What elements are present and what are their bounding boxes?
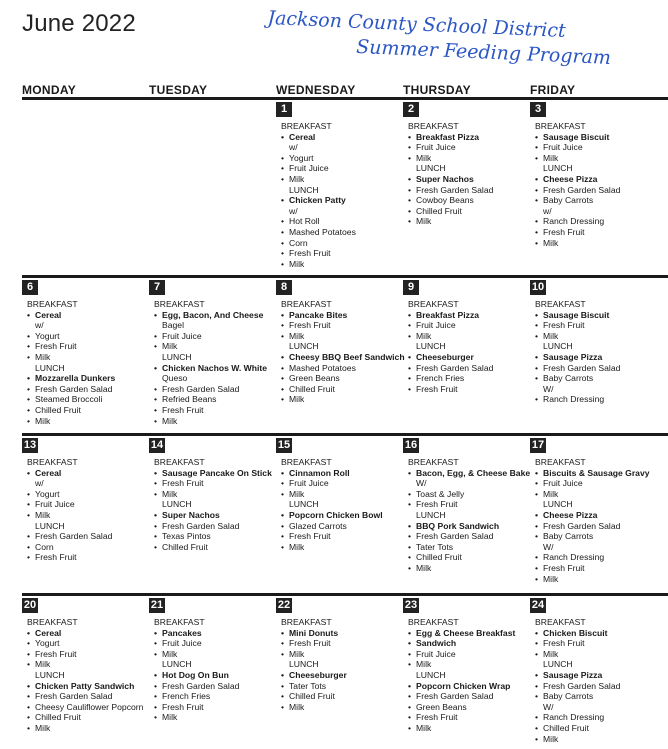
menu-item: • Milk — [160, 341, 285, 352]
menu-item: • Green Beans — [287, 373, 412, 384]
menu-item: • Fresh Fruit — [287, 531, 412, 542]
menu-item: • Corn — [33, 542, 158, 553]
meal-heading: BREAKFAST — [154, 299, 205, 309]
menu-item: w/ — [543, 205, 552, 216]
menu-item: • Milk — [541, 574, 666, 585]
menu-entree: • Chicken Biscuit — [541, 628, 666, 639]
menu-item: • Milk — [414, 659, 539, 670]
day-header-tuesday: TUESDAY — [149, 83, 208, 97]
menu-item: • Chilled Fruit — [414, 552, 539, 563]
menu-item: LUNCH — [289, 659, 319, 670]
menu-item: • Milk — [287, 649, 412, 660]
meal-heading: BREAKFAST — [535, 457, 586, 467]
menu-item: • Milk — [414, 216, 539, 227]
menu-item: • Milk — [33, 723, 158, 734]
menu-list — [535, 617, 666, 744]
menu-entree: • Cheeseburger — [287, 670, 412, 681]
meal-heading: BREAKFAST — [27, 617, 78, 627]
day-number: 9 — [403, 280, 419, 295]
menu-entree: • Chicken Nachos W. White — [160, 363, 285, 374]
menu-item: • Fresh Fruit — [414, 384, 539, 395]
day-number: 24 — [531, 599, 545, 611]
day-number: 17 — [531, 439, 545, 451]
meal-heading: BREAKFAST — [154, 457, 205, 467]
menu-item: • Fruit Juice — [541, 478, 666, 489]
menu-item: • Yogurt — [287, 153, 412, 164]
menu-list — [154, 617, 285, 723]
menu-entree: • Cereal — [287, 132, 412, 143]
meal-heading: BREAKFAST — [281, 617, 332, 627]
menu-entree: • Mozzarella Dunkers — [33, 373, 158, 384]
menu-entree: • Cheesy BBQ Beef Sandwich — [287, 352, 412, 363]
menu-item: • Chilled Fruit — [541, 723, 666, 734]
menu-entree: • Bacon, Egg, & Cheese Bake — [414, 468, 539, 479]
day-header-thursday: THURSDAY — [403, 83, 471, 97]
menu-item: • Chilled Fruit — [160, 542, 285, 553]
menu-item: • Fresh Fruit — [414, 712, 539, 723]
day-header-monday: MONDAY — [22, 83, 77, 97]
menu-list — [27, 617, 158, 734]
menu-item: • Milk — [414, 153, 539, 164]
menu-list — [535, 299, 666, 405]
menu-item: • Fresh Garden Salad — [541, 521, 666, 532]
day-number: 3 — [530, 102, 546, 117]
menu-entree: • Mini Donuts — [287, 628, 412, 639]
menu-list — [281, 121, 412, 269]
menu-item: LUNCH — [416, 163, 446, 174]
menu-item: • Green Beans — [414, 702, 539, 713]
menu-item: • Milk — [541, 153, 666, 164]
menu-item: • Yogurt — [33, 331, 158, 342]
menu-item: LUNCH — [35, 362, 65, 373]
meal-heading: BREAKFAST — [535, 121, 586, 131]
menu-list — [281, 617, 412, 712]
meal-heading: BREAKFAST — [281, 121, 332, 131]
menu-entree: • Pancakes — [160, 628, 285, 639]
menu-item: LUNCH — [35, 520, 65, 531]
menu-item: • Fresh Garden Salad — [414, 185, 539, 196]
day-number: 23 — [404, 599, 418, 611]
menu-entree: • Sausage Biscuit — [541, 310, 666, 321]
page-title: June 2022 — [22, 10, 136, 37]
day-number: 15 — [277, 439, 291, 451]
day-number: 20 — [23, 599, 37, 611]
menu-item: • Ranch Dressing — [541, 712, 666, 723]
menu-entree: • Breakfast Pizza — [414, 132, 539, 143]
menu-item: • Milk — [287, 702, 412, 713]
menu-entree: • Cereal — [33, 468, 158, 479]
menu-item: • Steamed Broccoli — [33, 394, 158, 405]
menu-entree: • Sausage Pizza — [541, 670, 666, 681]
menu-entree: • Biscuits & Sausage Gravy — [541, 468, 666, 479]
day-number: 22 — [277, 599, 291, 611]
menu-item: • Fresh Garden Salad — [160, 681, 285, 692]
menu-item: • Chilled Fruit — [414, 206, 539, 217]
menu-entree: • Hot Dog On Bun — [160, 670, 285, 681]
menu-item: • Ranch Dressing — [541, 394, 666, 405]
menu-item: • Milk — [287, 259, 412, 270]
menu-item: W/ — [543, 383, 554, 394]
menu-item: • Milk — [287, 174, 412, 185]
menu-entree: • Super Nachos — [160, 510, 285, 521]
menu-item: • Fruit Juice — [541, 142, 666, 153]
menu-item: • Fruit Juice — [33, 499, 158, 510]
menu-item: • Fresh Garden Salad — [33, 384, 158, 395]
menu-entree: • Sausage Biscuit — [541, 132, 666, 143]
menu-item: • Cowboy Beans — [414, 195, 539, 206]
menu-item: • Fresh Garden Salad — [33, 531, 158, 542]
menu-item: LUNCH — [416, 669, 446, 680]
menu-entree: • Cheese Pizza — [541, 174, 666, 185]
day-number: 13 — [23, 439, 37, 451]
menu-item: • Milk — [160, 489, 285, 500]
menu-item: • Fresh Garden Salad — [541, 363, 666, 374]
menu-entree: • Cinnamon Roll — [287, 468, 412, 479]
menu-item: • Fruit Juice — [287, 478, 412, 489]
menu-list — [281, 299, 412, 405]
menu-item: w/ — [289, 142, 298, 153]
menu-item: • Fruit Juice — [160, 638, 285, 649]
menu-entree: • Popcorn Chicken Bowl — [287, 510, 412, 521]
meal-heading: BREAKFAST — [408, 457, 459, 467]
menu-item: LUNCH — [35, 669, 65, 680]
menu-entree: • Sausage Pizza — [541, 352, 666, 363]
menu-item: • Refried Beans — [160, 394, 285, 405]
menu-entree: • BBQ Pork Sandwich — [414, 521, 539, 532]
menu-item: • Chilled Fruit — [33, 712, 158, 723]
menu-item: W/ — [416, 478, 427, 489]
menu-item: • Fresh Garden Salad — [160, 384, 285, 395]
menu-entree: • Chicken Patty Sandwich — [33, 681, 158, 692]
menu-item: • Tater Tots — [287, 681, 412, 692]
handwritten-line: Jackson County School District — [266, 6, 567, 42]
menu-item: • Milk — [33, 416, 158, 427]
menu-item: LUNCH — [416, 341, 446, 352]
menu-list — [281, 457, 412, 552]
menu-item: • Fruit Juice — [414, 142, 539, 153]
meal-heading: BREAKFAST — [408, 121, 459, 131]
menu-item: • Chilled Fruit — [287, 384, 412, 395]
menu-item: • Corn — [287, 238, 412, 249]
menu-item: • Fresh Garden Salad — [541, 681, 666, 692]
day-number: 10 — [531, 281, 545, 293]
menu-item: • Baby Carrots — [541, 531, 666, 542]
menu-item: • Fruit Juice — [160, 331, 285, 342]
menu-item: • Hot Roll — [287, 216, 412, 227]
menu-item: • Milk — [541, 489, 666, 500]
menu-item: • Fresh Fruit — [414, 499, 539, 510]
meal-heading: BREAKFAST — [281, 457, 332, 467]
menu-item: • Baby Carrots — [541, 195, 666, 206]
menu-item: • Cheesy Cauliflower Popcorn — [33, 702, 158, 713]
menu-entree: • Egg & Cheese Breakfast — [414, 628, 539, 639]
menu-list — [408, 617, 539, 734]
menu-item: • Texas Pintos — [160, 531, 285, 542]
menu-item: • Milk — [541, 238, 666, 249]
menu-item: • Milk — [287, 394, 412, 405]
menu-item: • Fresh Fruit — [541, 227, 666, 238]
menu-item: • Fresh Fruit — [160, 478, 285, 489]
handwritten-heading — [266, 6, 648, 73]
menu-list — [154, 299, 285, 426]
menu-item: • Fruit Juice — [287, 163, 412, 174]
day-number: 16 — [404, 439, 418, 451]
day-number: 21 — [150, 599, 164, 611]
day-number: 2 — [403, 102, 419, 117]
menu-entree: • Cheeseburger — [414, 352, 539, 363]
menu-item: • Chilled Fruit — [33, 405, 158, 416]
menu-item: LUNCH — [162, 499, 192, 510]
menu-entree: • Cereal — [33, 310, 158, 321]
menu-item: • Fresh Garden Salad — [414, 363, 539, 374]
meal-heading: BREAKFAST — [27, 299, 78, 309]
menu-entree: • Pancake Bites — [287, 310, 412, 321]
menu-item: • Milk — [160, 416, 285, 427]
menu-item: • Chilled Fruit — [287, 691, 412, 702]
menu-list — [27, 457, 158, 563]
menu-list — [27, 299, 158, 426]
menu-list — [154, 457, 285, 552]
menu-item: • Baby Carrots — [541, 691, 666, 702]
menu-item: • Fresh Fruit — [541, 638, 666, 649]
menu-entree: • Cereal — [33, 628, 158, 639]
week-divider — [22, 97, 668, 100]
meal-heading: BREAKFAST — [408, 299, 459, 309]
menu-item: • Mashed Potatoes — [287, 227, 412, 238]
menu-item: • Fruit Juice — [414, 649, 539, 660]
menu-item: • Fresh Fruit — [287, 638, 412, 649]
menu-item: • Milk — [33, 510, 158, 521]
menu-entree: • Popcorn Chicken Wrap — [414, 681, 539, 692]
menu-item: • French Fries — [160, 691, 285, 702]
menu-item: LUNCH — [289, 184, 319, 195]
menu-item: • Yogurt — [33, 489, 158, 500]
menu-item: • Fresh Garden Salad — [33, 691, 158, 702]
menu-item: • Fresh Fruit — [33, 341, 158, 352]
menu-item: • Fresh Garden Salad — [414, 531, 539, 542]
meal-heading: BREAKFAST — [281, 299, 332, 309]
menu-item: LUNCH — [162, 351, 192, 362]
menu-item: • Fresh Garden Salad — [414, 691, 539, 702]
day-number: 14 — [150, 439, 164, 451]
day-number: 1 — [276, 102, 292, 117]
menu-item: • Fresh Fruit — [33, 649, 158, 660]
menu-item: • Tater Tots — [414, 542, 539, 553]
menu-item: LUNCH — [289, 499, 319, 510]
menu-item: • Ranch Dressing — [541, 216, 666, 227]
day-header-wednesday: WEDNESDAY — [276, 83, 356, 97]
menu-entree: • Cheese Pizza — [541, 510, 666, 521]
week-divider — [22, 433, 668, 436]
menu-item: • Yogurt — [33, 638, 158, 649]
week-divider — [22, 593, 668, 596]
day-header-friday: FRIDAY — [530, 83, 576, 97]
menu-entree: • Sausage Pancake On Stick — [160, 468, 285, 479]
menu-list — [408, 299, 539, 394]
menu-list — [408, 457, 539, 574]
menu-item: • Milk — [414, 331, 539, 342]
menu-item: LUNCH — [543, 659, 573, 670]
menu-entree: • Super Nachos — [414, 174, 539, 185]
menu-item: LUNCH — [543, 499, 573, 510]
menu-item: • Glazed Carrots — [287, 521, 412, 532]
day-number: 8 — [276, 280, 292, 295]
menu-list — [535, 457, 666, 584]
menu-item: • Baby Carrots — [541, 373, 666, 384]
meal-heading: BREAKFAST — [27, 457, 78, 467]
menu-item: • Ranch Dressing — [541, 552, 666, 563]
menu-item: • Fresh Fruit — [33, 552, 158, 563]
menu-item: Queso — [162, 373, 188, 384]
menu-item: • Milk — [287, 489, 412, 500]
day-number: 6 — [22, 280, 38, 295]
menu-item: LUNCH — [543, 341, 573, 352]
menu-item: • Fresh Garden Salad — [541, 185, 666, 196]
week-divider — [22, 275, 668, 278]
menu-item: • Milk — [160, 712, 285, 723]
menu-entree: • Breakfast Pizza — [414, 310, 539, 321]
menu-item: LUNCH — [543, 163, 573, 174]
day-number: 7 — [149, 280, 165, 295]
menu-item: • Fresh Fruit — [287, 248, 412, 259]
menu-item: LUNCH — [162, 659, 192, 670]
menu-item: Bagel — [162, 320, 184, 331]
menu-item: W/ — [543, 701, 554, 712]
menu-item: w/ — [35, 320, 44, 331]
handwritten-line: Summer Feeding Program — [355, 35, 612, 69]
menu-entree: • Sandwich — [414, 638, 539, 649]
menu-item: • Fresh Fruit — [160, 405, 285, 416]
menu-entree: • Chicken Patty — [287, 195, 412, 206]
menu-item: w/ — [35, 478, 44, 489]
menu-item: • Milk — [160, 649, 285, 660]
menu-list — [535, 121, 666, 248]
menu-item: • Milk — [414, 563, 539, 574]
meal-heading: BREAKFAST — [154, 617, 205, 627]
menu-list — [408, 121, 539, 227]
menu-item: • Fresh Fruit — [541, 563, 666, 574]
menu-item: • Milk — [541, 734, 666, 745]
menu-item: LUNCH — [289, 341, 319, 352]
menu-item: • Fresh Fruit — [160, 702, 285, 713]
menu-item: • Fresh Fruit — [287, 320, 412, 331]
menu-item: W/ — [543, 541, 554, 552]
menu-item: • Milk — [33, 352, 158, 363]
menu-item: • French Fries — [414, 373, 539, 384]
menu-item: w/ — [289, 205, 298, 216]
menu-item: • Milk — [287, 542, 412, 553]
menu-item: • Milk — [287, 331, 412, 342]
menu-item: • Mashed Potatoes — [287, 363, 412, 374]
menu-item: • Toast & Jelly — [414, 489, 539, 500]
menu-item: • Milk — [541, 649, 666, 660]
menu-item: • Milk — [541, 331, 666, 342]
menu-item: • Fresh Fruit — [541, 320, 666, 331]
menu-item: • Fruit Juice — [414, 320, 539, 331]
menu-entree: • Egg, Bacon, And Cheese — [160, 310, 285, 321]
meal-heading: BREAKFAST — [408, 617, 459, 627]
meal-heading: BREAKFAST — [535, 299, 586, 309]
menu-item: LUNCH — [416, 509, 446, 520]
menu-item: • Fresh Garden Salad — [160, 521, 285, 532]
meal-heading: BREAKFAST — [535, 617, 586, 627]
menu-item: • Milk — [414, 723, 539, 734]
menu-item: • Milk — [33, 659, 158, 670]
